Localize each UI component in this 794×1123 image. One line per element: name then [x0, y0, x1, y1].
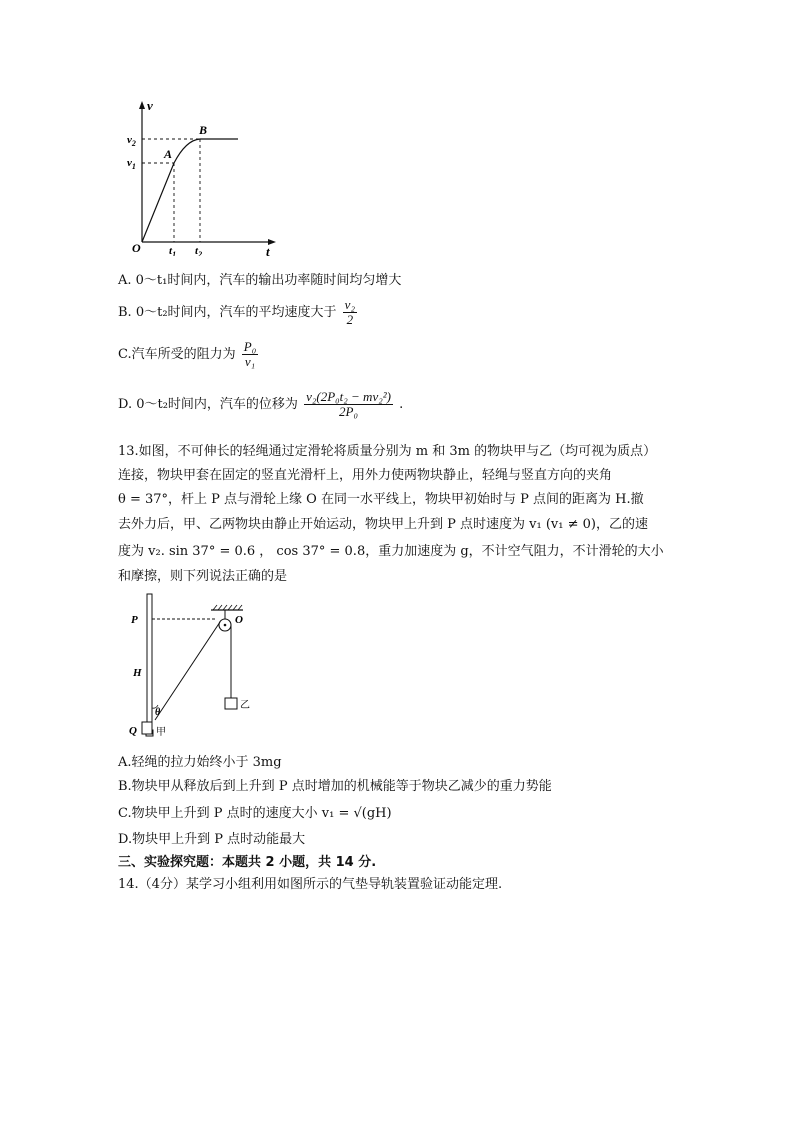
- q13-option-b: B.物块甲从释放后到上升到 P 点时增加的机械能等于物块乙减少的重力势能: [118, 779, 552, 794]
- q12-option-d-fraction: [304, 390, 393, 419]
- q13-option-a: A.轻绳的拉力始终小于 3mg: [118, 755, 282, 770]
- q12-option-c-fraction: [242, 340, 258, 369]
- label-p: P: [131, 614, 138, 626]
- label-yi: 乙: [240, 700, 250, 711]
- label-o: O: [235, 614, 243, 626]
- t2-label: $t_2$: [195, 245, 203, 256]
- q13-line-2: 连接，物块甲套在固定的竖直光滑杆上，用外力使两物块静止，轻绳与竖直方向的夹角: [118, 468, 613, 483]
- q12-option-b-numerator: v₂: [344, 297, 355, 312]
- q12-option-c-denominator: v₁: [244, 354, 256, 369]
- label-theta: θ: [155, 707, 161, 718]
- label-jia: 甲: [156, 727, 166, 738]
- q13-line-1: 13.如图，不可伸长的轻绳通过定滑轮将质量分别为 m 和 3m 的物块甲与乙（均可视为质点）: [118, 444, 657, 459]
- v2-label: $v_2$: [127, 134, 136, 148]
- point-b-label: B: [199, 123, 208, 137]
- q12-option-b: [118, 298, 359, 327]
- pulley-diagram: [125, 588, 275, 743]
- q12-option-d-end: .: [399, 397, 404, 412]
- q13-option-c: C.物块甲上升到 P 点时的速度大小 v₁ = √(gH): [118, 806, 392, 821]
- q12-option-c-text: C.汽车所受的阻力为: [118, 347, 236, 362]
- point-a-label: A: [164, 147, 173, 161]
- block-jia: [142, 722, 152, 734]
- q13-line-3: θ = 37°，杆上 P 点与滑轮上缘 O 在同一水平线上，物块甲初始时与 P 点间的距离为 H.撤: [118, 492, 644, 507]
- q13-option-d: D.物块甲上升到 P 点时动能最大: [118, 832, 306, 847]
- t1-label: $t_1$: [169, 245, 177, 256]
- block-yi: [225, 698, 237, 709]
- label-h: H: [133, 667, 142, 679]
- q12-option-c: [118, 340, 260, 369]
- vt-graph: [120, 96, 285, 256]
- vertical-rod: [147, 594, 152, 732]
- rope-to-jia: [155, 622, 220, 720]
- section-3-heading: 三、实验探究题：本题共 2 小题，共 14 分.: [118, 855, 377, 870]
- vt-curve: [142, 139, 238, 242]
- q12-option-d: [118, 390, 403, 419]
- q13-line-6: 和摩擦，则下列说法正确的是: [118, 569, 288, 584]
- q12-option-b-text: B. 0～t₂时间内，汽车的平均速度大于: [118, 305, 337, 320]
- axis-t-label: t: [266, 244, 270, 256]
- q12-option-d-denominator: 2P₀: [339, 404, 358, 419]
- origin-label: O: [132, 241, 141, 255]
- q12-option-b-denominator: 2: [346, 312, 354, 327]
- v1-label: $v_1$: [127, 157, 136, 171]
- q12-option-c-numerator: P₀: [243, 339, 257, 354]
- axis-v-label: v: [147, 98, 153, 113]
- q13-line-5: 度为 v₂. sin 37° = 0.6 ， cos 37° = 0.8，重力加速度为 g，不计空气阻力，不计滑轮的大小: [118, 544, 664, 559]
- q12-option-b-fraction: [343, 298, 357, 327]
- q12-option-a: A. 0～t₁时间内，汽车的输出功率随时间均匀增大: [118, 273, 402, 288]
- q12-option-d-text: D. 0～t₂时间内，汽车的位移为: [118, 397, 298, 412]
- label-q: Q: [129, 725, 137, 737]
- q13-line-4: 去外力后，甲、乙两物块由静止开始运动，物块甲上升到 P 点时速度为 v₁ (v₁ ≠ 0)，乙的速: [118, 517, 648, 532]
- q12-option-d-numerator: v₂(2P₀t₂ − mv₂²): [306, 389, 391, 404]
- q14-line: 14.（4分）某学习小组利用如图所示的气垫导轨装置验证动能定理.: [118, 877, 503, 892]
